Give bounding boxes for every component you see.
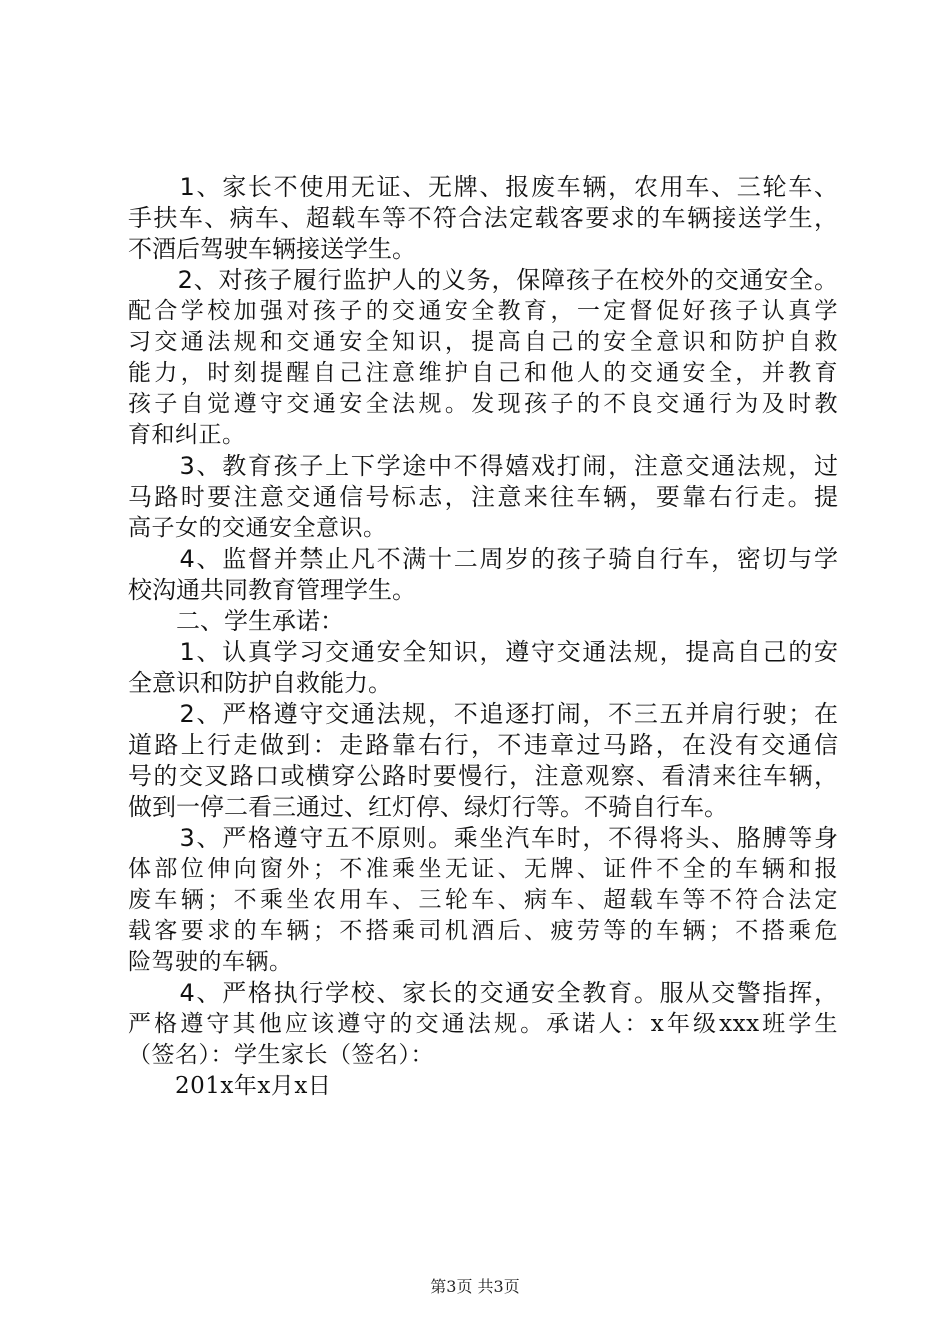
- text-line: 手扶车、病车、超载车等不符合法定载客要求的车辆接送学生，: [128, 204, 838, 232]
- text-line: 孩子自觉遵守交通安全法规。发现孩子的不良交通行为及时教: [128, 391, 838, 417]
- text-line: 险驾驶的车辆。: [128, 949, 293, 975]
- text-line: 马路时要注意交通信号标志，注意来往车辆，要靠右行走。提: [128, 483, 838, 511]
- document-body: [128, 172, 838, 1102]
- text-line: 1、家长不使用无证、无牌、报废车辆，农用车、三轮车、: [128, 173, 838, 201]
- text-line: 载客要求的车辆；不搭乘司机酒后、疲劳等的车辆；不搭乘危: [128, 918, 838, 944]
- text-line: 不酒后驾驶车辆接送学生。: [128, 235, 416, 263]
- text-line: 1、认真学习交通安全知识，遵守交通法规，提高自己的安: [128, 638, 838, 666]
- text-line: 二、学生承诺：: [128, 607, 344, 635]
- text-line: 2、严格遵守交通法规，不追逐打闹，不三五并肩行驶；在: [128, 700, 838, 728]
- text-line: 4、监督并禁止凡不满十二周岁的孩子骑自行车，密切与学: [128, 545, 838, 573]
- text-line: 校沟通共同教育管理学生。: [128, 576, 416, 604]
- page-footer: 第3页 共3页: [430, 1277, 520, 1296]
- text-line: 严格遵守其他应该遵守的交通法规。承诺人：x年级xxx班学生: [128, 1011, 838, 1037]
- text-line: 3、教育孩子上下学途中不得嬉戏打闹，注意交通法规，过: [128, 452, 838, 480]
- text-line: 配合学校加强对孩子的交通安全教育，一定督促好孩子认真学: [128, 298, 838, 324]
- text-line: 2、对孩子履行监护人的义务，保障孩子在校外的交通安全。: [128, 266, 838, 294]
- text-line: 道路上行走做到：走路靠右行，不违章过马路，在没有交通信: [128, 731, 838, 759]
- text-line: 体部位伸向窗外；不准乘坐无证、无牌、证件不全的车辆和报: [128, 856, 838, 882]
- text-line: 高子女的交通安全意识。: [128, 515, 387, 541]
- text-line: 3、严格遵守五不原则。乘坐汽车时，不得将头、胳膊等身: [128, 824, 838, 852]
- text-line: 育和纠正。: [128, 422, 246, 448]
- text-line: 做到一停二看三通过、红灯停、绿灯行等。不骑自行车。: [128, 793, 728, 821]
- text-line: 201x年x月x日: [128, 1073, 332, 1099]
- text-line: 能力，时刻提醒自己注意维护自己和他人的交通安全，并教育: [128, 360, 838, 386]
- text-line: 全意识和防护自救能力。: [128, 669, 392, 697]
- text-line: （签名）：学生家长（签名）：: [128, 1042, 434, 1068]
- text-line: 习交通法规和交通安全知识，提高自己的安全意识和防护自救: [128, 329, 838, 355]
- text-line: 废车辆；不乘坐农用车、三轮车、病车、超载车等不符合法定: [128, 887, 838, 913]
- text-line: 4、严格执行学校、家长的交通安全教育。服从交警指挥，: [128, 979, 838, 1007]
- text-line: 号的交叉路口或横穿公路时要慢行，注意观察、看清来往车辆，: [128, 762, 838, 790]
